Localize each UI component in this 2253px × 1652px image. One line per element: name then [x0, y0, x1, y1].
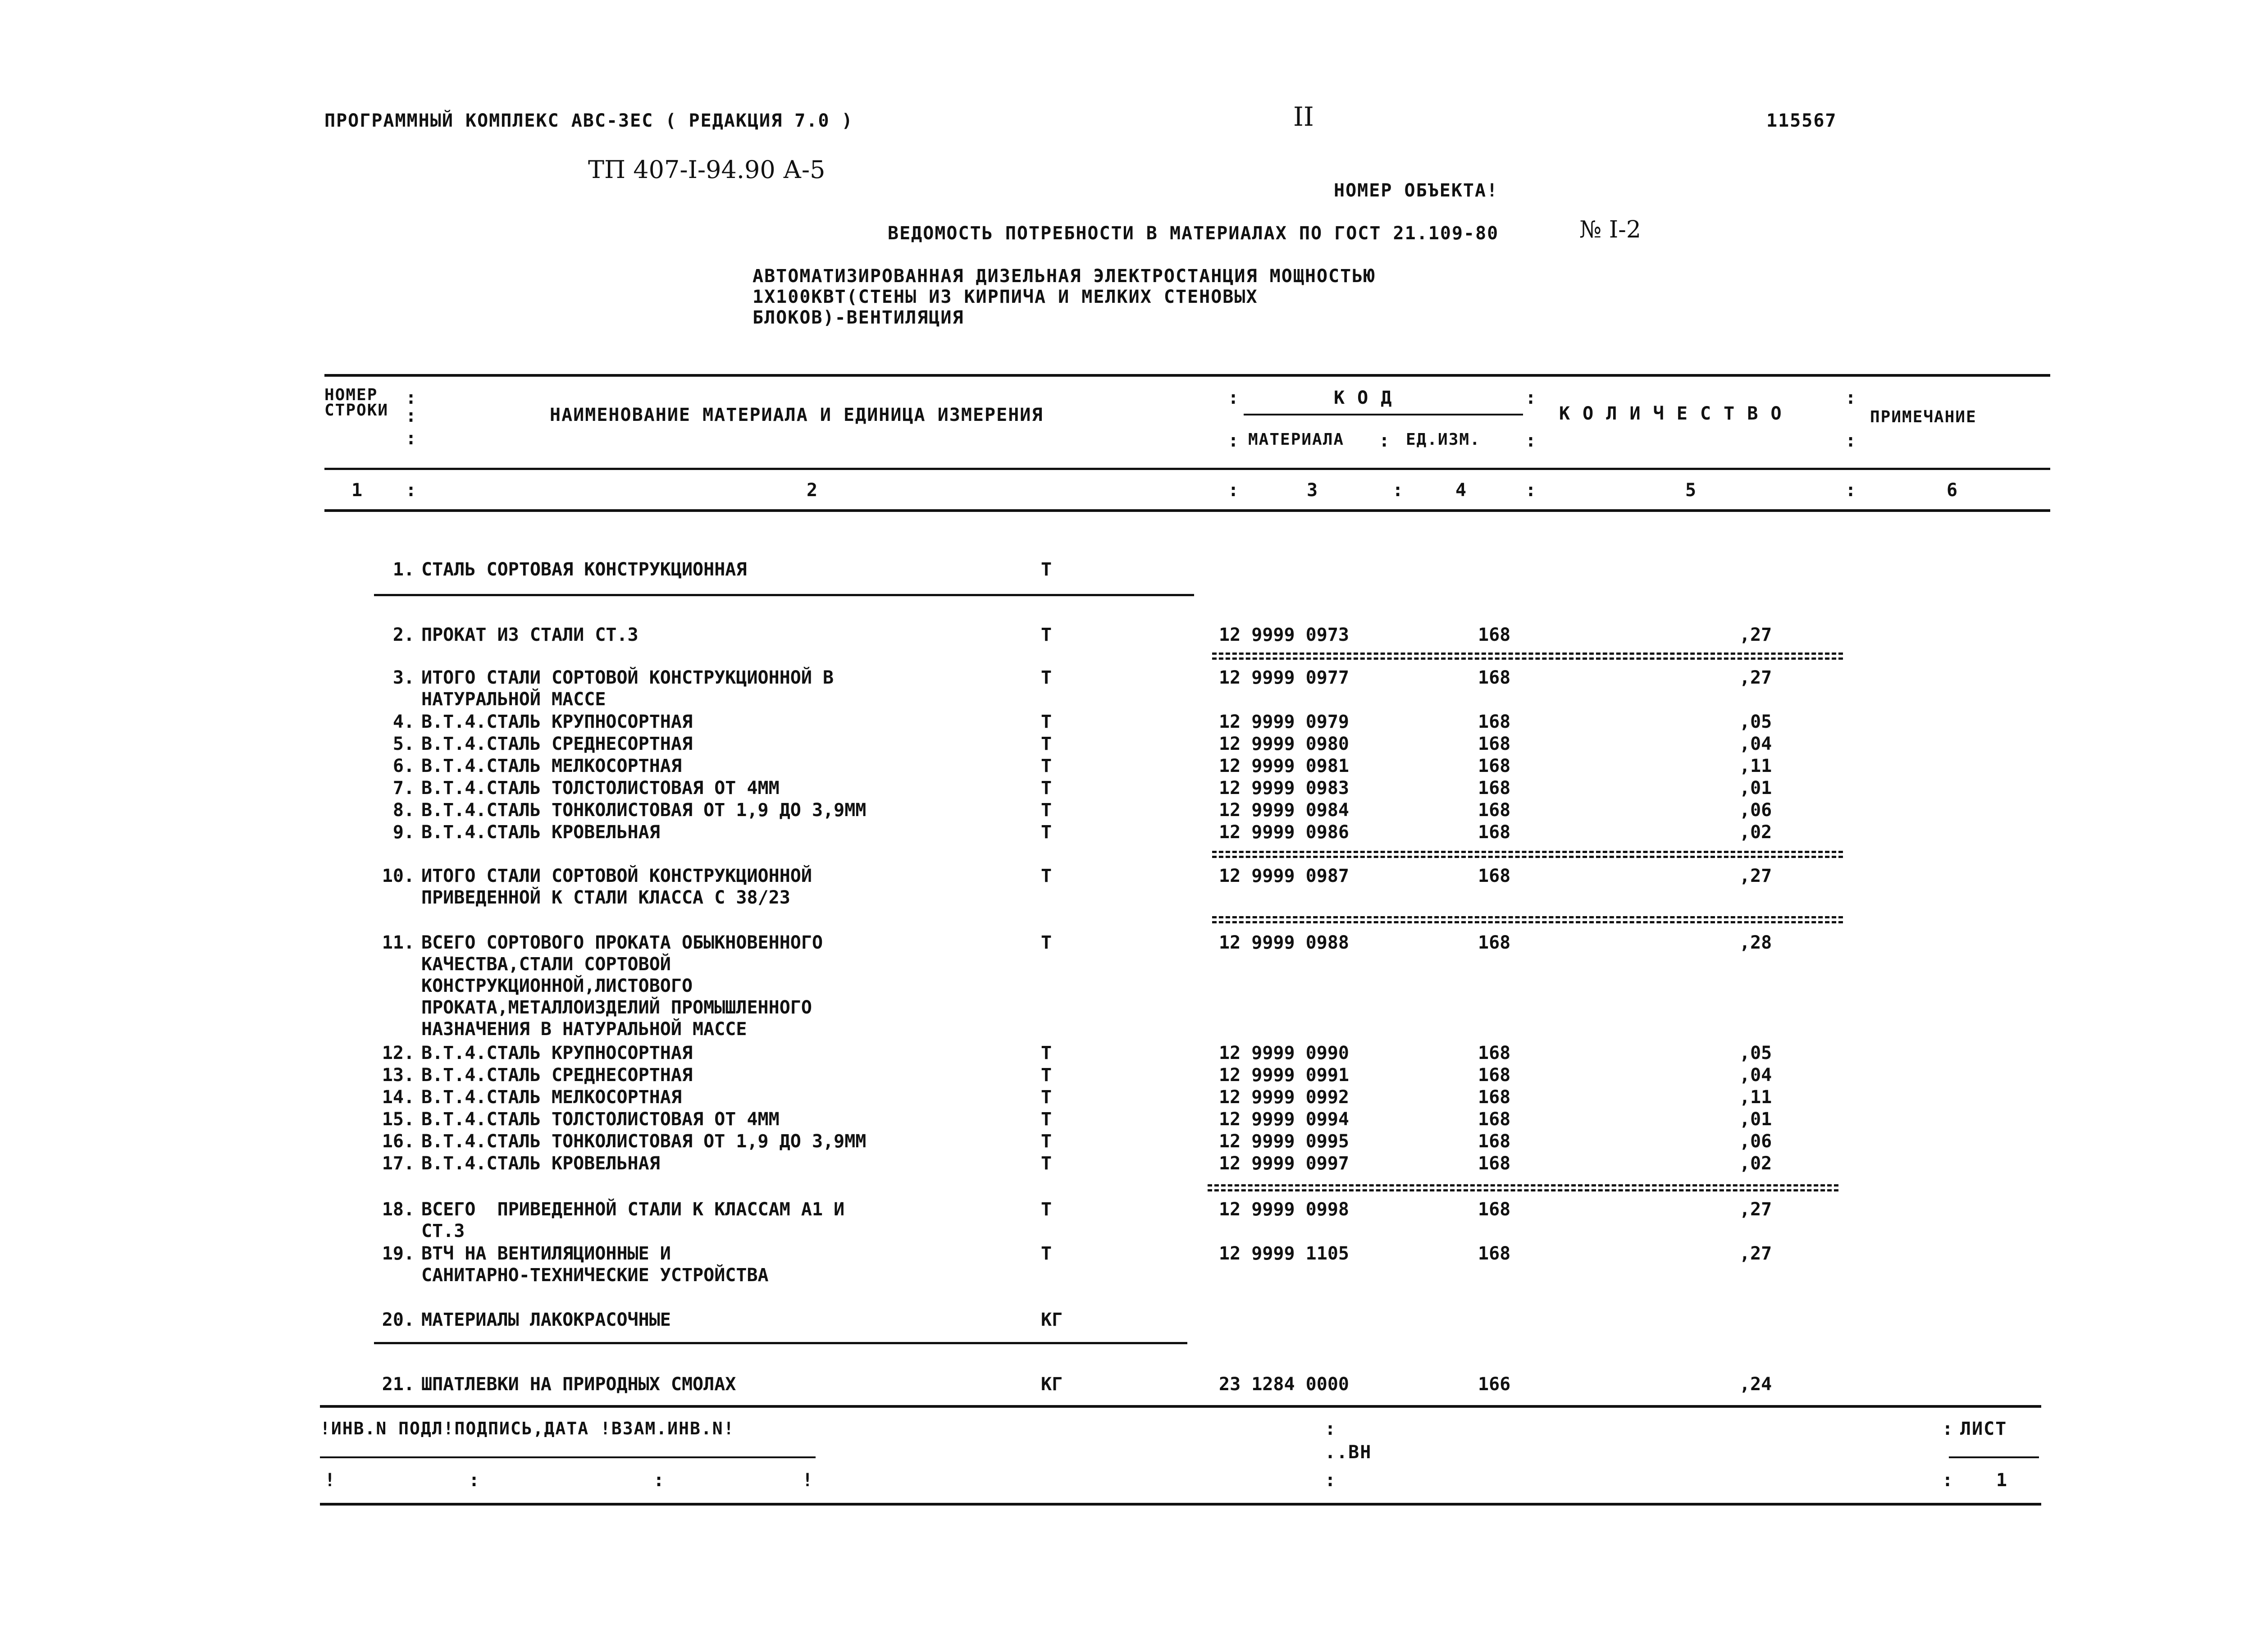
row-unit: Т [1041, 625, 1052, 645]
table-row [0, 1374, 2253, 1396]
row-quantity: ,11 [1739, 756, 1772, 776]
row-unit: Т [1041, 1199, 1052, 1220]
row-unit: Т [1041, 866, 1052, 886]
row-quantity: ,11 [1739, 1087, 1772, 1108]
row-unit-code: 168 [1478, 625, 1511, 645]
row-material-code: 12 9999 1105 [1219, 1243, 1349, 1264]
row-quantity: ,27 [1739, 1199, 1772, 1220]
row-number: 17. [382, 1153, 415, 1174]
row-material-name: В.Т.4.СТАЛЬ СРЕДНЕСОРТНАЯ [421, 1065, 693, 1086]
row-material-name: В.Т.4.СТАЛЬ МЕЛКОСОРТНАЯ [421, 756, 682, 776]
table-row [0, 733, 2253, 756]
row-unit: Т [1041, 800, 1052, 821]
code-split-rule [1244, 414, 1523, 415]
col-row-number-line: СТРОКИ [324, 401, 389, 420]
row-material-name: ВСЕГО ПРИВЕДЕННОЙ СТАЛИ К КЛАССАМ А1 И СТ.3 [421, 1199, 845, 1241]
table-row [0, 755, 2253, 778]
row-quantity: ,01 [1739, 1109, 1772, 1130]
row-material-code: 12 9999 0997 [1219, 1153, 1349, 1174]
table-row [0, 1064, 2253, 1087]
row-unit-code: 168 [1478, 1043, 1511, 1063]
column-separator: : [1379, 430, 1390, 451]
row-quantity: ,05 [1739, 712, 1772, 732]
row-material-name: В.Т.4.СТАЛЬ МЕЛКОСОРТНАЯ [421, 1087, 682, 1108]
row-unit: Т [1041, 822, 1052, 843]
row-number: 5. [392, 734, 415, 754]
table-row [0, 1131, 2253, 1153]
object-title-line: АВТОМАТИЗИРОВАННАЯ ДИЗЕЛЬНАЯ ЭЛЕКТРОСТАНЦИЯ МОЩНОСТЬЮ [753, 266, 1376, 287]
row-material-name: СТАЛЬ СОРТОВАЯ КОНСТРУКЦИОННАЯ [421, 559, 747, 580]
column-separator: : [406, 480, 417, 501]
row-number: 16. [382, 1131, 415, 1152]
row-material-name: В.Т.4.СТАЛЬ КРОВЕЛЬНАЯ [421, 1153, 660, 1174]
row-material-name: В.Т.4.СТАЛЬ КРУПНОСОРТНАЯ [421, 1043, 693, 1063]
row-material-name: В.Т.4.СТАЛЬ КРУПНОСОРТНАЯ [421, 712, 693, 732]
row-number: 2. [392, 625, 415, 645]
row-material-code: 12 9999 0984 [1219, 800, 1349, 821]
stamp-separator: : [1942, 1470, 1953, 1491]
project-code: ТП 407-I-94.90 А-5 [588, 155, 825, 184]
row-number: 4. [392, 712, 415, 732]
row-number: 6. [392, 756, 415, 776]
column-separator: : [1525, 480, 1537, 501]
row-number: 9. [392, 822, 415, 843]
row-quantity: ,02 [1739, 822, 1772, 843]
table-row [0, 559, 2253, 581]
row-unit-code: 168 [1478, 1109, 1511, 1130]
row-unit-code: 168 [1478, 756, 1511, 776]
col-material-code: МАТЕРИАЛА [1248, 430, 1345, 449]
row-unit: Т [1041, 1065, 1052, 1086]
footer-bottom-rule [320, 1503, 2041, 1506]
row-material-name: ИТОГО СТАЛИ СОРТОВОЙ КОНСТРУКЦИОННОЙ В НАТУРАЛЬНОЙ МАССЕ [421, 667, 834, 710]
total-separator [1212, 916, 1843, 923]
row-material-name: В.Т.4.СТАЛЬ СРЕДНЕСОРТНАЯ [421, 734, 693, 754]
sheet-rule [1949, 1456, 2039, 1458]
footer-top-rule [320, 1405, 2041, 1408]
row-material-name: ВСЕГО СОРТОВОГО ПРОКАТА ОБЫКНОВЕННОГО КАЧЕСТВА,СТАЛИ СОРТОВОЙ КОНСТРУКЦИОННОЙ,ЛИСТОВОГО ПРОКАТА,МЕТАЛЛОИЗДЕЛИЙ ПРОМЫШЛЕННОГО НАЗНАЧЕНИЯ В НАТУРАЛЬНОЙ МАССЕ [421, 932, 823, 1040]
column-separator: : [1392, 480, 1404, 501]
row-unit: Т [1041, 734, 1052, 754]
row-unit: КГ [1041, 1310, 1063, 1330]
row-number: 11. [382, 932, 415, 953]
row-material-code: 12 9999 0994 [1219, 1109, 1349, 1130]
row-unit: Т [1041, 1131, 1052, 1152]
column-separator: : [1845, 430, 1856, 451]
stamp-separator: : [469, 1470, 480, 1491]
stamp-separator: : [653, 1470, 665, 1491]
row-unit: КГ [1041, 1374, 1063, 1395]
program-name: ПРОГРАММНЫЙ КОМПЛЕКС АВС-3ЕС ( РЕДАКЦИЯ 7.0 ) [324, 110, 853, 131]
stamp-rule [320, 1456, 816, 1458]
row-quantity: ,05 [1739, 1043, 1772, 1063]
row-unit-code: 168 [1478, 1243, 1511, 1264]
row-material-code: 12 9999 0981 [1219, 756, 1349, 776]
row-material-code: 23 1284 0000 [1219, 1374, 1349, 1395]
row-material-name: МАТЕРИАЛЫ ЛАКОКРАСОЧНЫЕ [421, 1310, 671, 1330]
row-number: 10. [382, 866, 415, 886]
object-title-line: БЛОКОВ)-ВЕНТИЛЯЦИЯ [753, 307, 964, 328]
row-quantity: ,27 [1739, 625, 1772, 645]
sheet-label: ЛИСТ [1960, 1419, 2007, 1439]
column-separator: : [1845, 388, 1856, 408]
doc-number: 115567 [1766, 110, 1837, 131]
row-material-name: ИТОГО СТАЛИ СОРТОВОЙ КОНСТРУКЦИОННОЙ ПРИВЕДЕННОЙ К СТАЛИ КЛАССА С 38/23 [421, 866, 812, 908]
row-material-name: В.Т.4.СТАЛЬ КРОВЕЛЬНАЯ [421, 822, 660, 843]
row-material-code: 12 9999 0977 [1219, 667, 1349, 688]
row-unit-code: 168 [1478, 866, 1511, 886]
stamp-separator: : [1325, 1419, 1336, 1439]
row-unit: Т [1041, 932, 1052, 953]
row-material-name: В.Т.4.СТАЛЬ ТОЛСТОЛИСТОВАЯ ОТ 4ММ [421, 778, 780, 799]
col-number: 1 [351, 480, 364, 501]
stamp-separator: ! [802, 1470, 813, 1491]
row-unit-code: 168 [1478, 800, 1511, 821]
col-material-name: НАИМЕНОВАНИЕ МАТЕРИАЛА И ЕДИНИЦА ИЗМЕРЕНИЯ [550, 405, 1044, 425]
table-numbers-rule [324, 509, 2050, 512]
row-quantity: ,06 [1739, 800, 1772, 821]
row-quantity: ,24 [1739, 1374, 1772, 1395]
row-unit-code: 166 [1478, 1374, 1511, 1395]
total-separator [1208, 1184, 1838, 1191]
table-row [0, 1153, 2253, 1175]
table-row [0, 667, 2253, 710]
row-material-name: В.Т.4.СТАЛЬ ТОНКОЛИСТОВАЯ ОТ 1,9 ДО 3,9ММ [421, 800, 867, 821]
row-unit-code: 168 [1478, 932, 1511, 953]
row-material-code: 12 9999 0992 [1219, 1087, 1349, 1108]
row-unit: Т [1041, 712, 1052, 732]
col-number: 6 [1947, 480, 1959, 501]
row-material-code: 12 9999 0973 [1219, 625, 1349, 645]
table-row [0, 821, 2253, 844]
col-row-number [324, 388, 388, 418]
table-row [0, 624, 2253, 647]
statement-title: ВЕДОМОСТЬ ПОТРЕБНОСТИ В МАТЕРИАЛАХ ПО ГОСТ 21.109-80 [888, 223, 1499, 244]
stamp-separator: : [1325, 1470, 1336, 1491]
row-material-code: 12 9999 0990 [1219, 1043, 1349, 1063]
row-number: 21. [382, 1374, 415, 1395]
table-row [0, 1243, 2253, 1286]
row-unit: Т [1041, 1109, 1052, 1130]
row-unit-code: 168 [1478, 1153, 1511, 1174]
row-unit-code: 168 [1478, 1131, 1511, 1152]
stamp-code: ..ВН [1325, 1442, 1372, 1463]
row-unit: Т [1041, 1243, 1052, 1264]
row-number: 12. [382, 1043, 415, 1063]
col-code: К О Д [1334, 388, 1393, 408]
row-unit: Т [1041, 1153, 1052, 1174]
object-title-line: 1Х100КВТ(СТЕНЫ ИЗ КИРПИЧА И МЕЛКИХ СТЕНОВЫХ [753, 287, 1258, 307]
row-number: 20. [382, 1310, 415, 1330]
col-number: 3 [1307, 480, 1319, 501]
table-row [0, 932, 2253, 1040]
object-label: НОМЕР ОБЪЕКТА! [1334, 180, 1499, 201]
row-unit: Т [1041, 756, 1052, 776]
column-separator: : [1845, 480, 1856, 501]
column-separator: : [406, 406, 417, 426]
stamp-header: !ИНВ.N ПОДЛ!ПОДПИСЬ,ДАТА !ВЗАМ.ИНВ.N! [320, 1419, 735, 1438]
table-row [0, 799, 2253, 822]
row-material-code: 12 9999 0995 [1219, 1131, 1349, 1152]
row-material-code: 12 9999 0991 [1219, 1065, 1349, 1086]
column-separator: : [1228, 430, 1239, 451]
row-unit: Т [1041, 778, 1052, 799]
row-material-code: 12 9999 0979 [1219, 712, 1349, 732]
row-material-code: 12 9999 0987 [1219, 866, 1349, 886]
stamp-separator: : [1942, 1419, 1953, 1439]
row-quantity: ,02 [1739, 1153, 1772, 1174]
row-unit-code: 168 [1478, 734, 1511, 754]
column-separator: : [406, 428, 417, 449]
row-material-code: 12 9999 0998 [1219, 1199, 1349, 1220]
col-number: 5 [1685, 480, 1697, 501]
row-number: 18. [382, 1199, 415, 1220]
row-quantity: ,27 [1739, 667, 1772, 688]
col-row-number-line: НОМЕР [324, 386, 378, 404]
row-material-code: 12 9999 0988 [1219, 932, 1349, 953]
row-material-code: 12 9999 0983 [1219, 778, 1349, 799]
row-unit-code: 168 [1478, 1065, 1511, 1086]
statement-number: № I-2 [1579, 216, 1641, 243]
table-row [0, 777, 2253, 800]
row-unit: Т [1041, 667, 1052, 688]
row-unit-code: 168 [1478, 822, 1511, 843]
row-material-name: В.Т.4.СТАЛЬ ТОЛСТОЛИСТОВАЯ ОТ 4ММ [421, 1109, 780, 1130]
col-unit-code: ЕД.ИЗМ. [1406, 430, 1481, 449]
column-separator: : [1525, 430, 1537, 451]
column-separator: : [406, 388, 417, 408]
row-unit-code: 168 [1478, 667, 1511, 688]
row-material-code: 12 9999 0980 [1219, 734, 1349, 754]
row-unit-code: 168 [1478, 712, 1511, 732]
sheet-number: 1 [1996, 1470, 2008, 1491]
row-quantity: ,01 [1739, 778, 1772, 799]
row-number: 1. [392, 559, 415, 580]
col-number: 2 [807, 480, 819, 501]
table-row [0, 1042, 2253, 1065]
row-material-name: ШПАТЛЕВКИ НА ПРИРОДНЫХ СМОЛАХ [421, 1374, 736, 1395]
table-header-rule [324, 468, 2050, 470]
table-top-rule [324, 374, 2050, 377]
row-number: 3. [392, 667, 415, 688]
column-separator: : [1228, 480, 1239, 501]
object-title [753, 266, 1375, 328]
column-separator: : [1228, 388, 1239, 408]
col-quantity: К О Л И Ч Е С Т В О [1559, 403, 1783, 424]
row-number: 15. [382, 1109, 415, 1130]
table-row [0, 711, 2253, 734]
table-row [0, 865, 2253, 908]
row-number: 14. [382, 1087, 415, 1108]
table-row [0, 1199, 2253, 1241]
row-material-name: ВТЧ НА ВЕНТИЛЯЦИОННЫЕ И САНИТАРНО-ТЕХНИЧЕСКИЕ УСТРОЙСТВА [421, 1243, 769, 1286]
row-quantity: ,04 [1739, 734, 1772, 754]
row-quantity: ,27 [1739, 1243, 1772, 1264]
stamp-separator: ! [324, 1470, 336, 1491]
row-unit-code: 168 [1478, 1199, 1511, 1220]
row-unit: Т [1041, 559, 1052, 580]
table-row [0, 1086, 2253, 1109]
col-number: 4 [1455, 480, 1468, 501]
section-underline [374, 1342, 1187, 1344]
total-separator [1212, 653, 1843, 660]
row-material-name: В.Т.4.СТАЛЬ ТОНКОЛИСТОВАЯ ОТ 1,9 ДО 3,9ММ [421, 1131, 867, 1152]
table-row [0, 1109, 2253, 1131]
row-number: 13. [382, 1065, 415, 1086]
row-material-name: ПРОКАТ ИЗ СТАЛИ СТ.3 [421, 625, 639, 645]
row-material-code: 12 9999 0986 [1219, 822, 1349, 843]
row-number: 19. [382, 1243, 415, 1264]
col-note: ПРИМЕЧАНИЕ [1870, 408, 1977, 426]
row-number: 7. [392, 778, 415, 799]
row-unit-code: 168 [1478, 1087, 1511, 1108]
row-quantity: ,06 [1739, 1131, 1772, 1152]
table-row [0, 1309, 2253, 1332]
row-number: 8. [392, 800, 415, 821]
row-unit: Т [1041, 1043, 1052, 1063]
section-underline [374, 594, 1194, 596]
row-quantity: ,04 [1739, 1065, 1772, 1086]
total-separator [1212, 851, 1843, 858]
row-quantity: ,27 [1739, 866, 1772, 886]
row-unit: Т [1041, 1087, 1052, 1108]
row-unit-code: 168 [1478, 778, 1511, 799]
column-separator: : [1525, 388, 1537, 408]
page-number: II [1293, 101, 1314, 132]
row-quantity: ,28 [1739, 932, 1772, 953]
